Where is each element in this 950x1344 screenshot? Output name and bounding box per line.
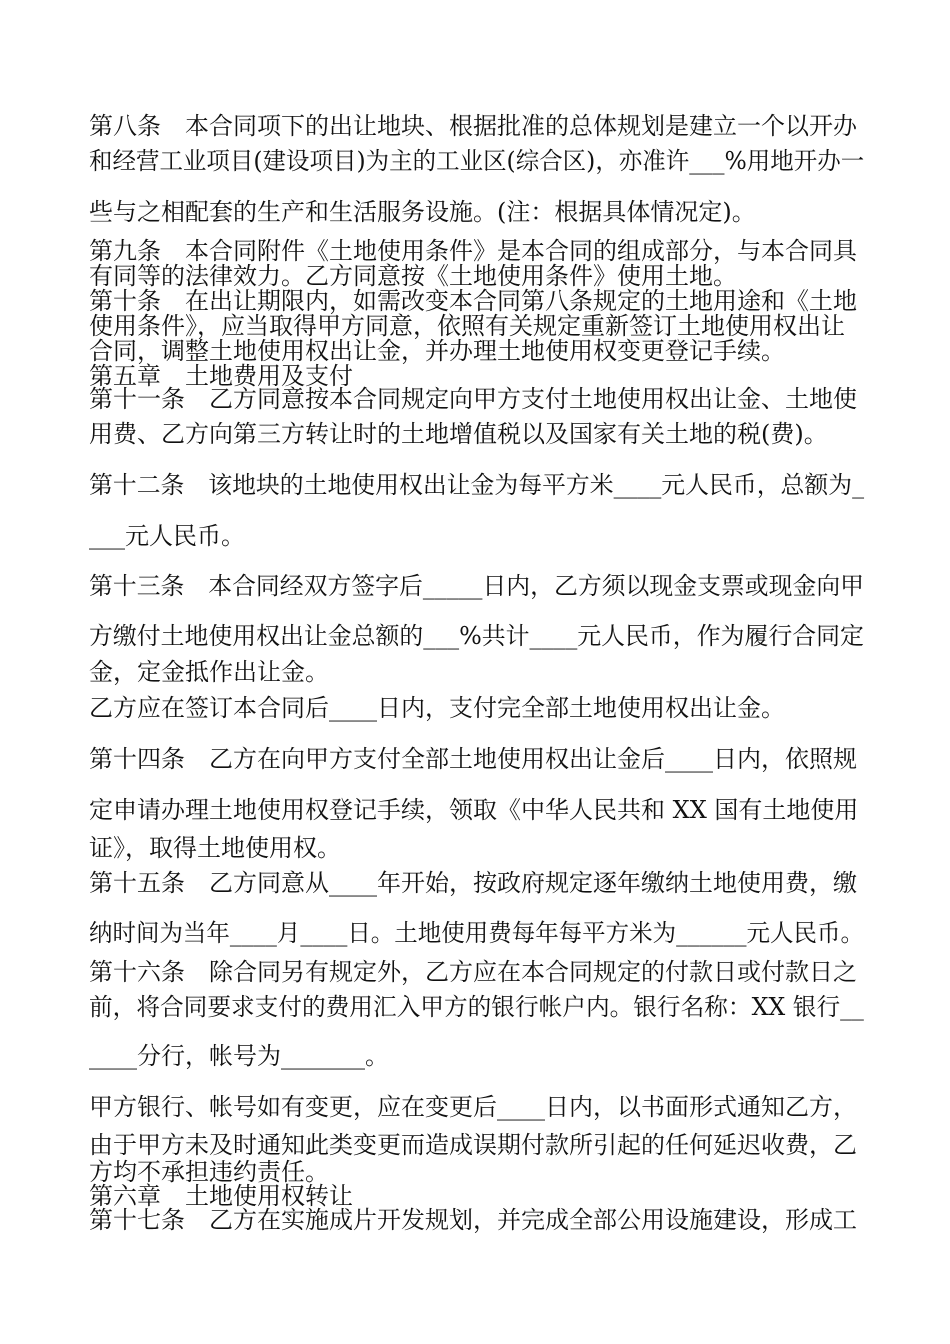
text-line: 用费、乙方向第三方转让时的土地增值税以及国家有关土地的税(费)。 xyxy=(89,420,828,448)
text-line: 由于甲方未及时通知此类变更而造成误期付款所引起的任何延迟收费，乙 xyxy=(89,1131,857,1159)
text-line: 前，将合同要求支付的费用汇入甲方的银行帐户内。银行名称：XX 银行__ xyxy=(89,993,864,1021)
text-line: 些与之相配套的生产和生活服务设施。(注：根据具体情况定)。 xyxy=(89,198,756,226)
text-line: 第十一条 乙方同意按本合同规定向甲方支付土地使用权出让金、土地使 xyxy=(89,385,857,413)
text-line: 纳时间为当年____月____日。土地使用费每年每平方米为______元人民币。 xyxy=(89,919,864,947)
text-line: 乙方应在签订本合同后____日内，支付完全部土地使用权出让金。 xyxy=(89,694,785,722)
text-line: 第九条 本合同附件《土地使用条件》是本合同的组成部分，与本合同具 xyxy=(89,237,857,265)
text-line: ___元人民币。 xyxy=(89,522,245,550)
text-line: 定申请办理土地使用权登记手续，领取《中华人民共和 XX 国有土地使用 xyxy=(89,796,859,824)
text-line: 第十六条 除合同另有规定外，乙方应在本合同规定的付款日或付款日之 xyxy=(89,958,857,986)
text-line: 第十条 在出让期限内，如需改变本合同第八条规定的土地用途和《土地 xyxy=(89,287,857,315)
text-line: 第八条 本合同项下的出让地块、根据批准的总体规划是建立一个以开办 xyxy=(89,112,857,140)
text-line: ____分行，帐号为_______。 xyxy=(89,1042,389,1070)
text-line: 证》，取得土地使用权。 xyxy=(89,834,341,862)
text-line: 第十二条 该地块的土地使用权出让金为每平方米____元人民币，总额为_ xyxy=(89,471,865,499)
text-line: 第十三条 本合同经双方签字后_____日内，乙方须以现金支票或现金向甲 xyxy=(89,572,865,600)
text-line: 合同，调整土地使用权出让金，并办理土地使用权变更登记手续。 xyxy=(89,337,785,365)
text-line: 方均不承担违约责任。 xyxy=(89,1158,329,1186)
text-line: 甲方银行、帐号如有变更，应在变更后____日内，以书面形式通知乙方， xyxy=(89,1093,857,1121)
chapter-heading: 第六章 土地使用权转让 xyxy=(89,1182,353,1210)
text-line: 方缴付土地使用权出让金总额的___%共计____元人民币，作为履行合同定 xyxy=(89,622,864,650)
chapter-heading: 第五章 土地费用及支付 xyxy=(89,362,353,390)
text-line: 有同等的法律效力。乙方同意按《土地使用条件》使用土地。 xyxy=(89,262,737,290)
text-line: 第十四条 乙方在向甲方支付全部土地使用权出让金后____日内，依照规 xyxy=(89,745,857,773)
text-line: 第十五条 乙方同意从____年开始，按政府规定逐年缴纳土地使用费，缴 xyxy=(89,869,857,897)
text-line: 使用条件》，应当取得甲方同意，依照有关规定重新签订土地使用权出让 xyxy=(89,312,845,340)
text-line: 和经营工业项目(建设项目)为主的工业区(综合区)，亦准许___%用地开办一 xyxy=(89,147,865,175)
text-line: 金，定金抵作出让金。 xyxy=(89,658,329,686)
text-line: 第十七条 乙方在实施成片开发规划，并完成全部公用设施建设，形成工 xyxy=(89,1206,857,1234)
